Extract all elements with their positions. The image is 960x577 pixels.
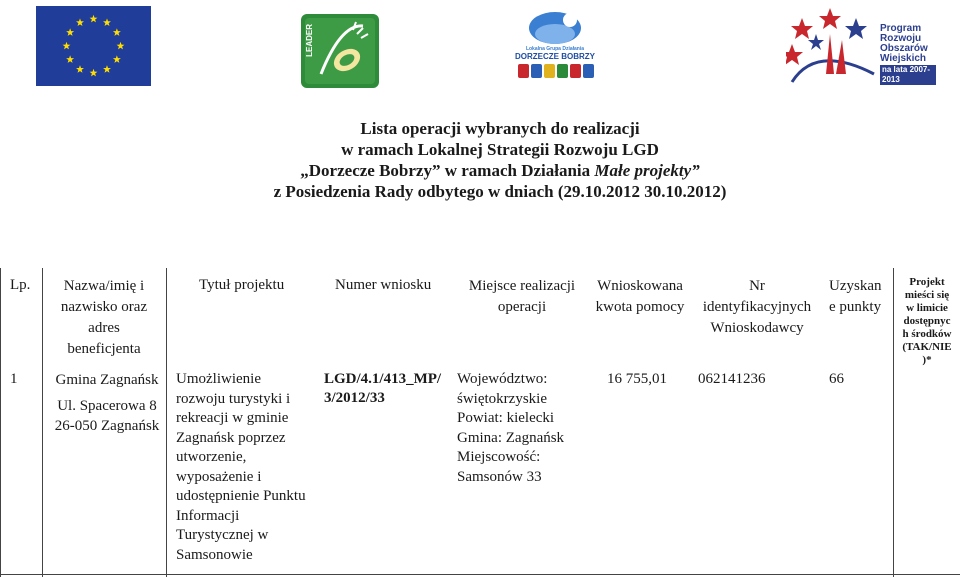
row-place-line: Powiat: kielecki	[457, 410, 555, 426]
header-place-line: Miejsce realizacji	[468, 278, 576, 294]
prow-line-3: Obszarów	[880, 43, 928, 54]
header-lp: Lp.	[10, 277, 31, 293]
header-id-line: Wnioskodawcy	[710, 320, 804, 336]
row-points: 66	[829, 371, 844, 387]
header-amount-line: kwota pomocy	[595, 299, 685, 315]
title-line-3-italic: Małe projekty”	[594, 161, 700, 180]
row-title-line: wyposażenie i	[176, 468, 262, 485]
prow-logo	[786, 4, 936, 88]
row-title-line: rekreacji w gminie	[176, 410, 289, 426]
table-left-border	[0, 268, 1, 577]
row-application-number	[324, 370, 441, 408]
prow-line-5: na lata 2007-2013	[880, 65, 936, 85]
lgd-logo-title: DORZECZE BOBRZY	[515, 52, 595, 61]
row-title-line: Umożliwienie	[176, 371, 261, 387]
header-id-line: Nr	[749, 278, 765, 294]
header-limit-line: h środków	[902, 328, 952, 340]
title-line-2: w ramach Lokalnej Strategii Rozwoju LGD	[341, 140, 659, 159]
header-project-title: Tytuł projektu	[199, 277, 285, 293]
header-beneficiary	[44, 276, 164, 360]
header-limit-line: w limicie	[906, 302, 948, 314]
row-title-line: udostępnienie Punktu	[176, 488, 306, 504]
header-id-number	[696, 276, 818, 339]
header-limit-line: (TAK/NIE	[902, 341, 952, 353]
header-beneficiary-line: beneficjenta	[67, 341, 141, 357]
header-points	[829, 276, 882, 318]
table-divider	[42, 268, 43, 577]
header-beneficiary-line: nazwisko oraz	[60, 299, 148, 315]
row-title-line: utworzenie,	[176, 449, 247, 465]
prow-line-4: Wiejskich	[880, 53, 927, 64]
document-title	[200, 118, 800, 202]
header-limit-line: Projekt	[909, 276, 945, 288]
lgd-logo	[512, 10, 598, 86]
row-place-line: Miejscowość:	[457, 449, 541, 465]
prow-logo-text	[880, 24, 936, 85]
header-beneficiary-line: adres	[88, 320, 120, 336]
header-id-line: identyfikacyjnych	[702, 299, 812, 315]
row-title-line: Informacji	[176, 507, 240, 524]
table-divider	[166, 268, 167, 577]
header-limit-line: dostępnyc	[903, 315, 951, 327]
row-title-line: rozwoju turystyki i	[176, 390, 291, 407]
prow-line-2: Rozwoju	[880, 33, 922, 44]
leader-logo	[301, 14, 379, 88]
row-title-line: Zagnańsk poprzez	[176, 429, 286, 446]
row-project-title	[176, 370, 306, 565]
title-line-3-prefix: „Dorzecze Bobrzy” w ramach Działania	[300, 161, 591, 180]
title-line-1: Lista operacji wybranych do realizacji	[360, 119, 640, 138]
row-beneficiary-line: 26-050 Zagnańsk	[54, 418, 160, 434]
row-beneficiary	[50, 370, 164, 436]
row-title-line: Samsonowie	[176, 546, 253, 563]
header-place	[462, 276, 582, 318]
header-amount-line: Wnioskowana	[597, 278, 683, 294]
leader-logo-text: LEADER	[305, 24, 314, 57]
lgd-logo-subtitle: Lokalna Grupa Działania	[525, 46, 585, 52]
row-amount: 16 755,01	[607, 371, 667, 387]
header-limit-line: mieści się	[904, 289, 950, 301]
header-place-line: operacji	[497, 299, 547, 315]
header-application-number: Numer wniosku	[335, 277, 432, 293]
row-lp: 1	[10, 371, 18, 387]
row-title-line: Turystycznej w	[176, 527, 269, 543]
eu-flag-logo	[36, 6, 151, 86]
row-id-number: 062141236	[698, 371, 766, 387]
row-place-line: Samsonów 33	[457, 468, 542, 485]
row-place-line: świętokrzyskie	[457, 390, 547, 407]
header-amount	[584, 276, 696, 318]
prow-line-1: Program	[880, 23, 922, 34]
row-place-line: Województwo:	[457, 371, 548, 387]
header-limit	[895, 276, 959, 367]
row-number-line: 3/2012/33	[324, 390, 385, 406]
row-number-line: LGD/4.1/413_MP/	[324, 371, 442, 387]
header-points-line: e punkty	[829, 299, 882, 315]
header-limit-line: )*	[922, 354, 932, 366]
row-place	[457, 370, 564, 487]
table-bottom-line	[0, 574, 960, 575]
table-divider	[893, 268, 894, 577]
header-points-line: Uzyskan	[829, 278, 882, 294]
row-beneficiary-line: Gmina Zagnańsk	[55, 372, 159, 388]
row-beneficiary-line: Ul. Spacerowa 8	[57, 398, 157, 414]
row-place-line: Gmina: Zagnańsk	[457, 429, 565, 446]
title-line-4: z Posiedzenia Rady odbytego w dniach (29.10.2012 30.10.2012)	[273, 182, 727, 201]
title-line-3	[200, 160, 800, 181]
header-beneficiary-line: Nazwa/imię i	[63, 278, 145, 294]
